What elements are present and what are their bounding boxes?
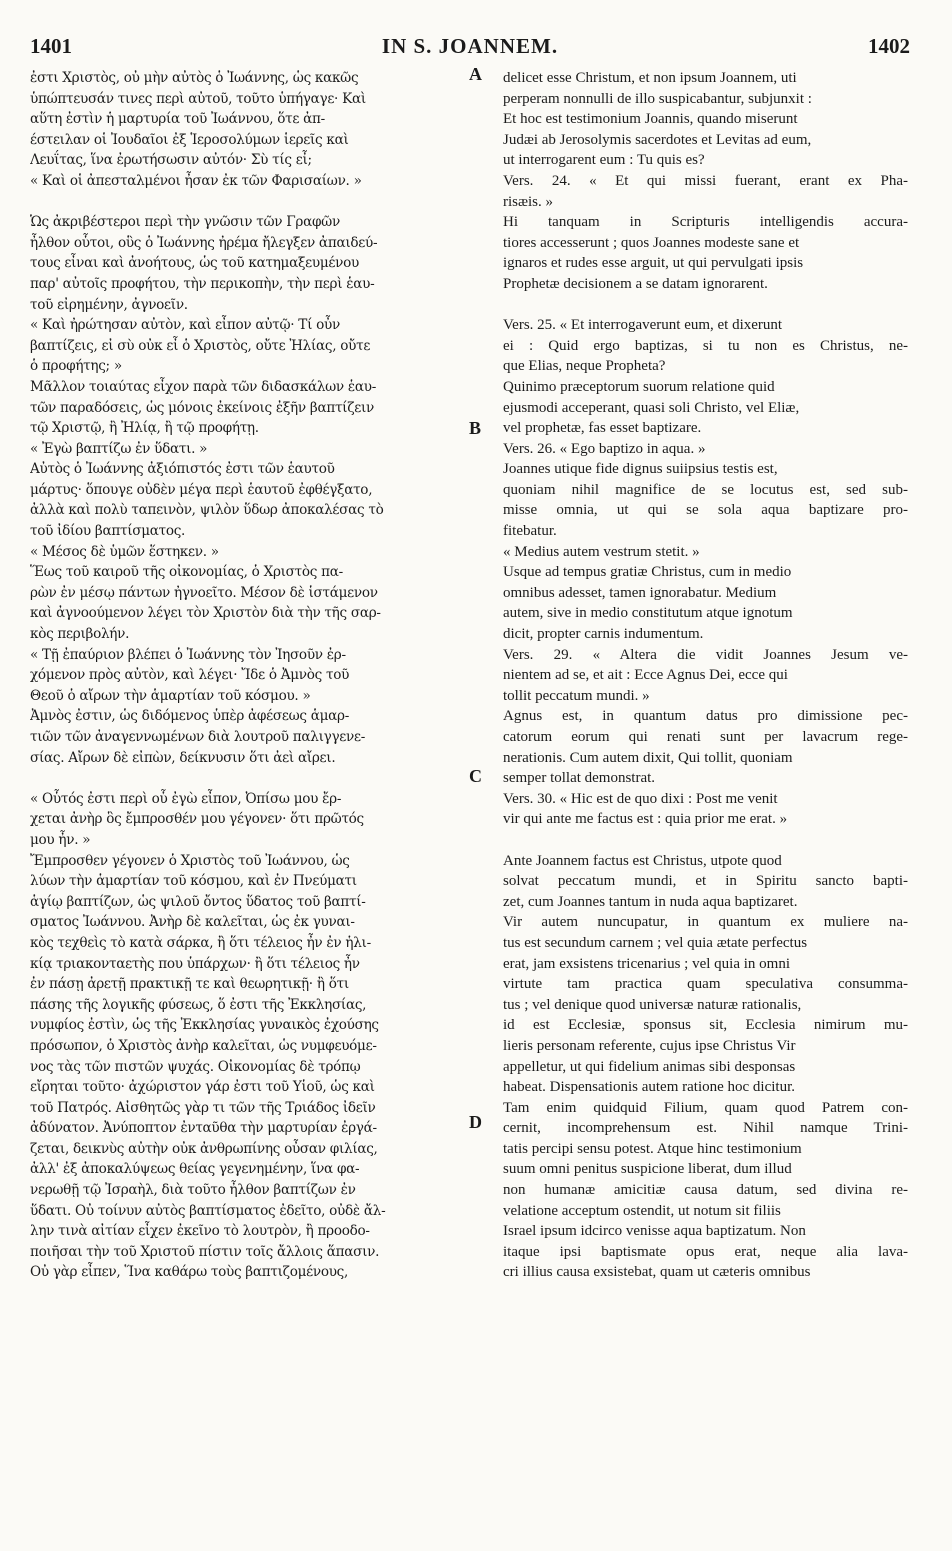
latin-text-line: appelletur, ut qui fidelium animas sibi desponsas — [503, 1058, 796, 1075]
greek-text-line: Ἕως τοῦ καιροῦ τῆς οἰκονομίας, ὁ Χριστὸς πα- — [30, 564, 343, 581]
latin-text-line: Vers. 26. « Ego baptizo in aqua. » — [503, 440, 706, 457]
page-number-left: 1401 — [30, 34, 72, 58]
greek-text-column — [30, 68, 485, 1283]
latin-text-line: ejusmodi acceperant, quasi soli Christo, vel Eliæ, — [503, 399, 800, 416]
latin-text-line: vir qui ante me factus est : quia prior me erat. » — [503, 811, 788, 828]
margin-marker-d: D — [469, 1112, 482, 1132]
latin-text-line: Vers. 24. « Et qui missi fuerant, erant ex Pha- — [503, 172, 908, 189]
latin-text-line: misse omnia, ut qui se sola aqua baptizare pro- — [503, 502, 908, 519]
greek-text-line: Ἔμπροσθεν γέγονεν ὁ Χριστὸς τοῦ Ἰωάννου, ὡς — [30, 852, 350, 869]
running-title: IN S. JOANNEM. — [381, 34, 559, 58]
latin-text-line: Agnus est, in quantum datus pro dimissione pec- — [503, 708, 908, 725]
greek-text-line: τοῦ ἰδίου βαπτίσματος. — [30, 523, 186, 540]
latin-text-line: Vir autem nuncupatur, in quantum ex muliere na- — [503, 914, 908, 931]
greek-text-line: πάσης τῆς λογικῆς φύσεως, ὅ ἐστι τῆς Ἐκκλησίας, — [30, 996, 367, 1013]
greek-text-line: ἀδύνατον. Ἀνύποπτον ἐνταῦθα τὴν μαρτυρίαν ἐργά- — [30, 1120, 377, 1137]
greek-text-line: παρ' αὐτοῖς προφήτου, τὴν περικοπὴν, τὴν περὶ ἑαυ- — [30, 275, 375, 292]
running-header — [30, 34, 910, 64]
latin-text-line: que Elias, neque Propheta? — [503, 358, 666, 375]
greek-text-line: χόμενον πρὸς αὐτὸν, καὶ λέγει· Ἴδε ὁ Ἀμνὸς τοῦ — [30, 667, 350, 684]
greek-text-line: τοῦ Πατρός. Αἰσθητῶς γὰρ τι τῶν τῆς Τριάδος ἰδεῖν — [30, 1099, 376, 1116]
greek-text-line: κὸς περιβολήν. — [30, 626, 130, 643]
greek-text-line: καὶ ἀγνοούμενον λέγει τὸν Χριστὸν διὰ τὴν τῆς σαρ- — [30, 605, 381, 622]
latin-text-line: autem, sive in medio constitutum atque ignotum — [503, 605, 793, 622]
greek-text-line: ἐν πάσῃ ἀρετῇ πρακτικῇ τε καὶ θεωρητικῇ· ἢ ὅτι — [30, 976, 349, 993]
greek-text-line: τοῦ εἰρημένην, ἀγνοεῖν. — [30, 296, 188, 313]
latin-text-line: ut interrogarent eum : Tu quis es? — [503, 152, 705, 169]
latin-text-line: cernit, incomprehensum est. Nihil namque Trini- — [503, 1120, 908, 1137]
latin-text-line: Quinimo præceptorum suorum relatione quid — [503, 378, 775, 395]
greek-text-gap — [30, 192, 485, 213]
latin-text-line: perperam nonnulli de illo suspicabantur, subjunxit : — [503, 90, 812, 107]
greek-text-line: τῷ Χριστῷ, ἢ Ἠλίᾳ, ἢ τῷ προφήτῃ. — [30, 420, 259, 437]
greek-text-line: ὕδατι. Οὐ τοίνυν αὐτὸς βαπτίσματος ἐδεῖτο, οὐδὲ ἄλ- — [30, 1202, 386, 1219]
latin-text-gap — [503, 830, 908, 851]
margin-marker-c: C — [469, 766, 482, 786]
latin-text-line: « Medius autem vestrum stetit. » — [503, 543, 700, 560]
latin-text-line: Israel ipsum idcirco venisse aqua baptizatum. Non — [503, 1223, 806, 1240]
latin-text-line: dicit, propter carnis indumentum. — [503, 626, 704, 643]
greek-text-line: λύων τὴν ἁμαρτίαν τοῦ κόσμου, καὶ ἐν Πνεύματι — [30, 873, 357, 890]
greek-text-line: Οὐ γὰρ εἶπεν, Ἵνα καθάρω τοὺς βαπτιζομένους, — [30, 1264, 348, 1281]
latin-text-line: itaque ipsi baptismate opus erat, neque alia lava- — [503, 1243, 908, 1260]
latin-text-line: Vers. 29. « Altera die vidit Joannes Jesum ve- — [503, 646, 908, 663]
greek-text-line: ρὼν ἐν μέσῳ πάντων ἠγνοεῖτο. Μέσον δὲ ἱστάμενον — [30, 584, 378, 601]
latin-text-line: nientem ad se, et ait : Ecce Agnus Dei, ecce qui — [503, 667, 788, 684]
latin-text-line: Usque ad tempus gratiæ Christus, cum in medio — [503, 564, 792, 581]
greek-text-line: ἦλθον οὗτοι, οὓς ὁ Ἰωάννης ἠρέμα ἤλεγξεν ἀπαιδεύ- — [30, 234, 378, 251]
greek-text-line: ὁ προφήτης; » — [30, 358, 122, 375]
latin-text-line: catorum eorum qui renati sunt per lavacrum rege- — [503, 729, 908, 745]
greek-text-line: ἐστι Χριστὸς, οὐ μὴν αὐτὸς ὁ Ἰωάννης, ὡς κακῶς — [30, 70, 359, 86]
greek-text-line: ζεται, δεικνὺς αὐτὴν οὐκ ἀνθρωπίνης οὖσαν φιλίας, — [30, 1140, 378, 1157]
greek-text-line: εἴρηται τοῦτο· ἀχώριστον γάρ ἐστι τοῦ Υἱοῦ, ὡς καὶ — [30, 1079, 375, 1096]
greek-text-line: ἁγίῳ βαπτίζων, ὡς ψιλοῦ ὄντος ὕδατος τοῦ βαπτί- — [30, 893, 366, 910]
latin-text-line: suum omni penitus suspicione liberat, dum illud — [503, 1161, 792, 1178]
latin-text-line: Hi tanquam in Scripturis intelligendis accura- — [503, 214, 908, 231]
latin-text-line: Prophetæ decisionem a se datam ignorarent. — [503, 275, 768, 292]
greek-text-line: λην τινὰ αἰτίαν εἶχεν ἐκεῖνο τὸ λουτρὸν, ἢ προοδο- — [30, 1223, 370, 1240]
greek-text-line: « Οὗτός ἐστι περὶ οὗ ἐγὼ εἶπον, Ὀπίσω μου ἔρ- — [30, 790, 342, 807]
greek-text-line: αὕτη ἐστὶν ἡ μαρτυρία τοῦ Ἰωάννου, ὅτε ἀπ- — [30, 111, 325, 128]
latin-text-line: Vers. 30. « Hic est de quo dixi : Post me venit — [503, 790, 778, 807]
latin-text-line: Joannes utique fide dignus suiipsius testis est, — [503, 461, 778, 478]
greek-text-line: τῶν παραδόσεις, ὡς μόνοις ἐκείνοις ἐξῆν βαπτίζειν — [30, 399, 375, 416]
greek-text-line: χεται ἀνὴρ ὃς ἔμπροσθέν μου γέγονεν· ὅτι πρῶτός — [30, 811, 364, 828]
latin-text-gap — [503, 295, 908, 316]
latin-text-line: vel prophetæ, fas esset baptizare. — [503, 420, 702, 437]
latin-text-line: zet, cum Joannes tantum in nuda aqua baptizaret. — [503, 893, 798, 910]
greek-text-line: « Ἐγὼ βαπτίζω ἐν ὕδατι. » — [30, 440, 208, 457]
latin-text-line: solvat peccatum mundi, et in Spiritu sancto bapti- — [503, 873, 908, 890]
greek-text-line: Αὐτὸς ὁ Ἰωάννης ἀξιόπιστός ἐστι τῶν ἑαυτοῦ — [30, 461, 335, 478]
greek-text-line: ποιῆσαι τὴν τοῦ Χριστοῦ πίστιν τοῖς ἄλλοις ἅπασιν. — [30, 1243, 380, 1260]
greek-text-line: ἀλλ' ἐξ ἀποκαλύψεως θείας γεγενημένην, ἵνα φα- — [30, 1161, 360, 1178]
latin-text-line: Vers. 25. « Et interrogaverunt eum, et dixerunt — [503, 317, 783, 334]
page-number-right: 1402 — [868, 34, 910, 58]
margin-marker-a: A — [469, 64, 482, 84]
greek-text-line: μάρτυς· ὅπουγε οὐδὲν μέγα περὶ ἑαυτοῦ ἐφθέγξατο, — [30, 481, 373, 498]
latin-text-line: erat, jam exsistens tricenarius ; vel quia in omni — [503, 955, 791, 972]
latin-text-line: omnibus adesset, tamen ignorabatur. Medium — [503, 584, 777, 601]
greek-text-line: τιῶν τῶν ἀναγεννωμένων διὰ λουτροῦ παλιγγενε- — [30, 729, 366, 745]
greek-text-gap — [30, 768, 485, 789]
latin-text-line: Judæi ab Jerosolymis sacerdotes et Levitas ad eum, — [503, 131, 812, 148]
latin-text-line: tollit peccatum mundi. » — [503, 687, 650, 704]
greek-text-line: νερωθῇ τῷ Ἰσραὴλ, διὰ τοῦτο ἦλθον βαπτίζων ἐν — [30, 1182, 356, 1199]
latin-text-line: ignaros et rudes esse arguit, ut qui pervulgati ipsis — [503, 255, 804, 272]
greek-text-line: βαπτίζεις, εἰ σὺ οὐκ εἶ ὁ Χριστὸς, οὔτε Ἠλίας, οὔτε — [30, 337, 371, 354]
latin-text-line: Tam enim quidquid Filium, quam quod Patrem con- — [503, 1099, 908, 1116]
latin-text-line: quoniam nihil magnifice de se locutus est, sed sub- — [503, 481, 908, 498]
greek-text-line: νυμφίος ἐστὶν, ὡς τῆς Ἐκκλησίας γυναικὸς ἐχούσης — [30, 1017, 379, 1034]
greek-text-line: πρόσωπον, ὁ Χριστὸς ἀνὴρ καλεῖται, ὡς νυμφευόμε- — [30, 1037, 377, 1054]
greek-text-line: έστειλαν οἱ Ἰουδαῖοι ἐξ Ἱεροσολύμων ἱερεῖς καὶ — [30, 131, 349, 148]
latin-text-line: nerationis. Cum autem dixit, Qui tollit, quoniam — [503, 749, 793, 766]
greek-text-line: κίᾳ τριακονταετὴς που ὑπάρχων· ἢ ὅτι τέλειος ἦν — [30, 955, 360, 972]
latin-text-column — [503, 68, 908, 1283]
greek-text-line: κὸς τεχθεὶς τὸ κατὰ σάρκα, ἢ ὅτι τέλειος ἦν ἐν ἡλι- — [30, 934, 371, 951]
latin-text-line: Et hoc est testimonium Joannis, quando miserunt — [503, 111, 798, 128]
greek-text-line: « Μέσος δὲ ὑμῶν ἕστηκεν. » — [30, 543, 219, 560]
latin-text-line: habeat. Dispensationis autem ratione hoc dicitur. — [503, 1079, 796, 1096]
greek-text-line: Ὡς ἀκριβέστεροι περὶ τὴν γνῶσιν τῶν Γραφῶν — [30, 214, 340, 231]
margin-marker-b: B — [469, 418, 482, 438]
latin-text-line: non humanæ amicitiæ causa datum, sed divina re- — [503, 1182, 908, 1199]
greek-text-line: « Καὶ ἠρώτησαν αὐτὸν, καὶ εἶπον αὐτῷ· Τί οὖν — [30, 317, 340, 334]
greek-text-line: μου ἦν. » — [30, 831, 91, 848]
greek-text-line: σματος Ἰωάννου. Ἀνὴρ δὲ καλεῖται, ὡς ἐκ γυναι- — [30, 914, 355, 931]
greek-text-line: Θεοῦ ὁ αἴρων τὴν ἁμαρτίαν τοῦ κόσμου. » — [30, 687, 311, 704]
latin-text-line: lieris personam referente, cujus ipse Christus Vir — [503, 1037, 796, 1054]
greek-text-line: Μᾶλλον τοιαύτας εἶχον παρὰ τῶν διδασκάλων ἑαυ- — [30, 378, 377, 395]
latin-text-line: fitebatur. — [503, 523, 557, 540]
greek-text-line: « Καὶ οἱ ἀπεσταλμένοι ἦσαν ἐκ τῶν Φαρισαίων. » — [30, 172, 362, 189]
latin-text-line: Ante Joannem factus est Christus, utpote quod — [503, 852, 782, 869]
greek-text-line: τους εἶναι καὶ ἀνοήτους, ὡς τοῦ κατημαξευμένου — [30, 255, 359, 272]
greek-text-line: νος τὰς τῶν πιστῶν ψυχάς. Οἰκονομίας δὲ τρόπῳ — [30, 1058, 361, 1075]
latin-text-line: virtute tam practica quam speculativa consumma- — [503, 976, 908, 993]
latin-text-line: risæis. » — [503, 193, 554, 210]
greek-text-line: « Τῇ ἐπαύριον βλέπει ὁ Ἰωάννης τὸν Ἰησοῦν ἐρ- — [30, 646, 346, 663]
greek-text-line: ἀλλὰ καὶ πολὺ ταπεινὸν, ψιλὸν ὕδωρ ἀποκαλέσας τὸ — [30, 502, 384, 519]
greek-text-line: σίας. Αἴρων δὲ εἰπὼν, δείκνυσιν ὅτι ἀεὶ αἴρει. — [30, 749, 336, 766]
latin-text-line: ei : Quid ergo baptizas, si tu non es Christus, ne- — [503, 337, 908, 354]
latin-text-line: cri illius causa exsistebat, quam ut cæteris omnibus — [503, 1264, 811, 1281]
latin-text-line: velatione acceptum ostendit, ut notum sit filiis — [503, 1202, 781, 1219]
latin-text-line: delicet esse Christum, et non ipsum Joannem, uti — [503, 70, 797, 86]
greek-text-line: Λευΐτας, ἵνα ἐρωτήσωσιν αὐτόν· Σὺ τίς εἶ; — [30, 152, 312, 169]
greek-text-line: Ἀμνὸς ἐστιν, ὡς διδόμενος ὑπὲρ ἀφέσεως ἁμαρ- — [30, 708, 349, 725]
latin-text-line: semper tollat demonstrat. — [503, 770, 656, 787]
latin-text-line: tiores accesserunt ; quos Joannes modeste sane et — [503, 234, 800, 251]
latin-text-line: tus ; vel denique quod universæ naturæ rationalis, — [503, 996, 802, 1013]
latin-text-line: tatis percipi sensu potest. Atque hinc testimonium — [503, 1140, 802, 1157]
latin-text-line: id est Ecclesiæ, sponsus sit, Ecclesia nimirum mu- — [503, 1017, 908, 1034]
greek-text-line: ὑπώπτευσάν τινες περὶ αὐτοῦ, τοῦτο ὑπήγαγε· Καὶ — [30, 90, 366, 107]
latin-text-line: tus est secundum carnem ; vel quia ætate perfectus — [503, 934, 808, 951]
